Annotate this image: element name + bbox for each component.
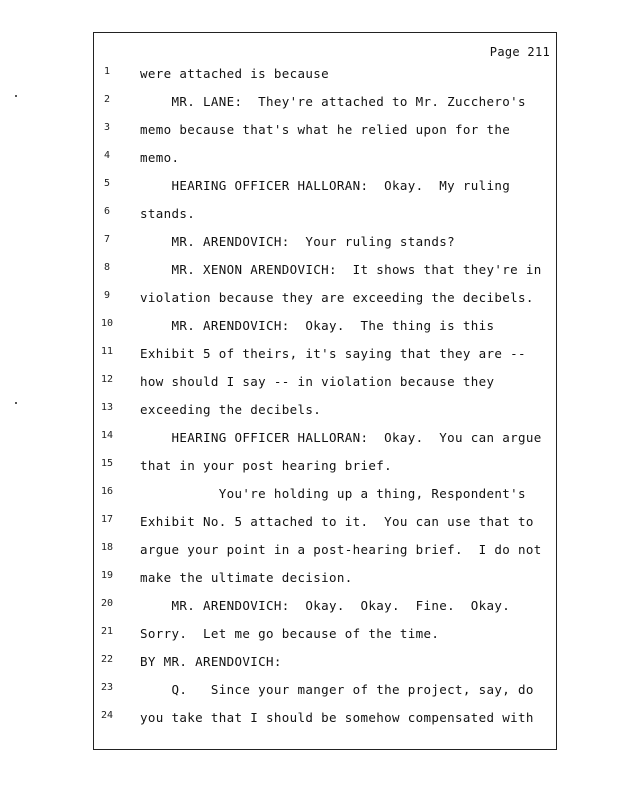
line-text: were attached is because: [140, 66, 330, 81]
transcript-line: [0, 682, 618, 702]
transcript-line: [0, 66, 618, 86]
line-text: memo.: [140, 150, 180, 165]
line-text: you take that I should be somehow compensated with: [140, 710, 534, 725]
transcript-line: [0, 374, 618, 394]
transcript-line: [0, 458, 618, 478]
transcript-line: [0, 486, 618, 506]
transcript-line: [0, 290, 618, 310]
line-number: 14: [100, 430, 114, 441]
line-text: MR. ARENDOVICH: Your ruling stands?: [140, 234, 456, 249]
line-text: Exhibit No. 5 attached to it. You can use that to: [140, 514, 534, 529]
line-number: 8: [103, 262, 111, 273]
line-number: 22: [100, 654, 114, 665]
line-number: 23: [100, 682, 114, 693]
line-text: argue your point in a post-hearing brief. I do not: [140, 542, 542, 557]
line-number: 4: [103, 150, 111, 161]
line-number: 12: [100, 374, 114, 385]
line-text: MR. LANE: They're attached to Mr. Zucchero's: [140, 94, 526, 109]
transcript-line: [0, 570, 618, 590]
line-number: 11: [100, 346, 114, 357]
line-text: HEARING OFFICER HALLORAN: Okay. My ruling: [140, 178, 511, 193]
line-number: 9: [103, 290, 111, 301]
line-number: 1: [103, 66, 111, 77]
line-text: that in your post hearing brief.: [140, 458, 393, 473]
line-number: 6: [103, 206, 111, 217]
transcript-line: [0, 346, 618, 366]
transcript-line: [0, 710, 618, 730]
line-text: You're holding up a thing, Respondent's: [140, 486, 526, 501]
line-number: 2: [103, 94, 111, 105]
transcript-line: [0, 234, 618, 254]
transcript-line: [0, 318, 618, 338]
line-number: 20: [100, 598, 114, 609]
line-text: MR. ARENDOVICH: Okay. Okay. Fine. Okay.: [140, 598, 511, 613]
line-number: 21: [100, 626, 114, 637]
transcript-line: [0, 150, 618, 170]
line-text: Sorry. Let me go because of the time.: [140, 626, 440, 641]
line-number: 18: [100, 542, 114, 553]
transcript-line: [0, 178, 618, 198]
line-text: Q. Since your manger of the project, say, do: [140, 682, 534, 697]
line-text: exceeding the decibels.: [140, 402, 322, 417]
line-number: 3: [103, 122, 111, 133]
transcript-line: [0, 654, 618, 674]
line-text: make the ultimate decision.: [140, 570, 353, 585]
line-number: 24: [100, 710, 114, 721]
line-text: how should I say -- in violation because they: [140, 374, 495, 389]
page-number: Page 211: [489, 45, 550, 59]
line-text: BY MR. ARENDOVICH:: [140, 654, 282, 669]
line-number: 17: [100, 514, 114, 525]
line-number: 19: [100, 570, 114, 581]
transcript-line: [0, 542, 618, 562]
line-text: Exhibit 5 of theirs, it's saying that they are --: [140, 346, 526, 361]
line-number: 13: [100, 402, 114, 413]
transcript-line: [0, 430, 618, 450]
line-text: MR. ARENDOVICH: Okay. The thing is this: [140, 318, 495, 333]
transcript-line: [0, 626, 618, 646]
line-number: 16: [100, 486, 114, 497]
line-text: MR. XENON ARENDOVICH: It shows that they're in: [140, 262, 542, 277]
line-number: 7: [103, 234, 111, 245]
line-text: stands.: [140, 206, 196, 221]
transcript-line: [0, 402, 618, 422]
transcript-line: [0, 262, 618, 282]
transcript-line: [0, 206, 618, 226]
line-number: 15: [100, 458, 114, 469]
transcript-line: [0, 94, 618, 114]
transcript-line: [0, 514, 618, 534]
line-text: violation because they are exceeding the decibels.: [140, 290, 534, 305]
transcript-line: [0, 122, 618, 142]
transcript-line: [0, 598, 618, 618]
line-number: 10: [100, 318, 114, 329]
line-text: memo because that's what he relied upon for the: [140, 122, 511, 137]
line-text: HEARING OFFICER HALLORAN: Okay. You can argue: [140, 430, 542, 445]
line-number: 5: [103, 178, 111, 189]
